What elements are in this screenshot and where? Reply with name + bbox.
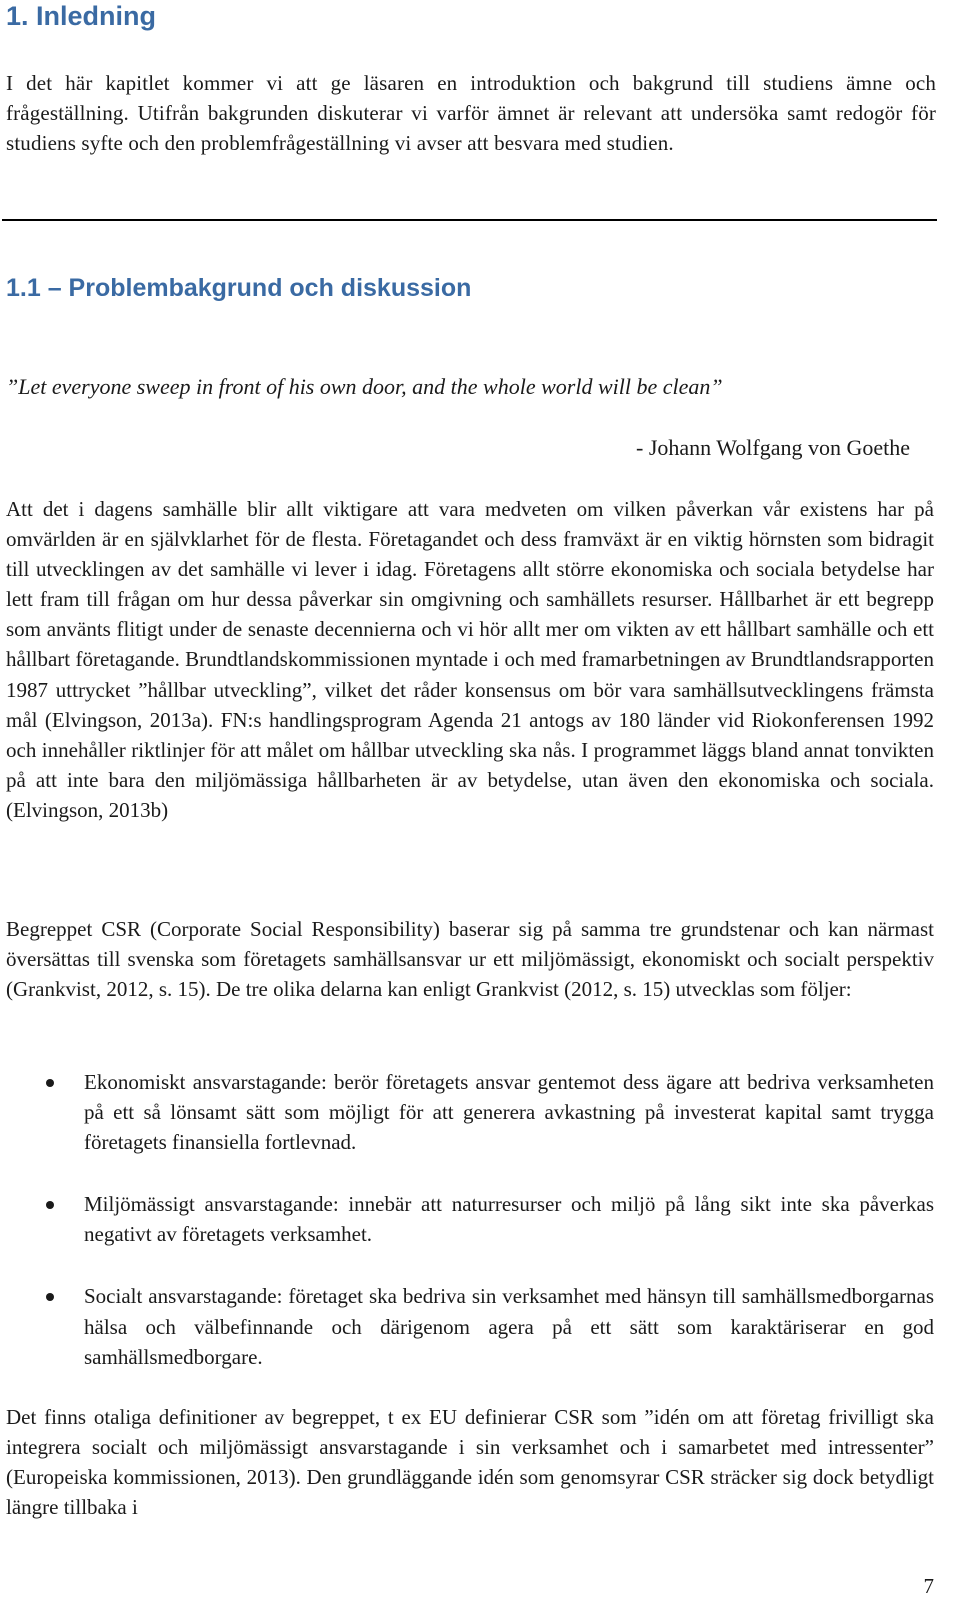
bullet-icon [46,1293,54,1301]
list-item-text: Socialt ansvarstagande: företaget ska bedriva sin verksamhet med hänsyn till samhällsmedborgarnas hälsa och välbefinnande och därigenom agera på ett sätt som karaktäriserar en god samhällsmedborgare. [84,1284,934,1369]
list-item [6,1067,934,1157]
bullet-icon [46,1201,54,1209]
horizontal-divider [2,219,937,221]
chapter-intro-paragraph: I det här kapitlet kommer vi att ge läsaren en introduktion och bakgrund till studiens ämne och frågeställning. Utifrån bakgrunden diskuterar vi varför ämnet är relevant att undersöka samt redogör för studiens syfte och den problemfrågeställning vi avser att besvara med studien. [6,71,936,155]
epigraph-quote: ”Let everyone sweep in front of his own door, and the whole world will be clean” [6,374,723,399]
list-item-text: Miljömässigt ansvarstagande: innebär att naturresurser och miljö på lång sikt inte ska påverkas negativt av företagets verksamhet. [84,1192,934,1247]
quote-attribution: - Johann Wolfgang von Goethe [636,435,910,460]
body-paragraph-2: Begreppet CSR (Corporate Social Responsibility) baserar sig på samma tre grundstenar och kan närmast översättas till svenska som företagets samhällsansvar ur ett miljömässigt, ekonomiskt och socialt perspektiv (Grankvist, 2012, s. 15). De tre olika delarna kan enligt Grankvist (2012, s. 15) utvecklas som följer: [6,917,934,1002]
chapter-heading: 1. Inledning [6,1,157,31]
bullet-icon [46,1079,54,1087]
section-heading: 1.1 – Problembakgrund och diskussion [6,274,472,302]
list-item-text: Ekonomiskt ansvarstagande: berör företagets ansvar gentemot dess ägare att bedriva verksamheten på ett så lönsamt sätt som möjligt för att generera avkastning på investerat kapital samt trygga företagets finansiella fortlevnad. [84,1070,934,1155]
body-paragraph-1: Att det i dagens samhälle blir allt viktigare att vara medveten om vilken påverkan vår existens har på omvärlden är en självklarhet för de flesta. Företagandet och dess framväxt är en viktig hörnsten som bidragit till utvecklingen av det samhälle vi lever i idag. Företagens allt större ekonomiska och sociala betydelse har lett fram till frågan om hur dessa påverkar sin omgivning och samhällets resurser. Hållbarhet är ett begrepp som använts flitigt under de senaste decennierna och vi hör allt mer om vikten av ett hållbart samhälle och ett hållbart företagande. Brundtlandskommissionen myntade i och med framarbetningen av Brundtlandsrapporten 1987 uttrycket ”hållbar utveckling”, vilket det råder konsensus om bör vara samhällsutvecklingens främsta mål (Elvingson, 2013a). FN:s handlingsprogram Agenda 21 antogs av 180 länder vid Riokonferensen 1992 och innehåller riktlinjer för att målet om hållbar utveckling ska nås. I programmet läggs bland annat tonvikten på att inte bara den miljömässiga hållbarheten är av betydelse, utan även den ekonomiska och sociala. (Elvingson, 2013b) [6,497,934,822]
body-paragraph-3: Det finns otaliga definitioner av begreppet, t ex EU definierar CSR som ”idén om att företag frivilligt ska integrera socialt och miljömässigt ansvarstagande i sin verksamhet och i samarbetet med intressenter” (Europeiska kommissionen, 2013). Den grundläggande idén som genomsyrar CSR sträcker sig dock betydligt längre tillbaka i [6,1405,934,1520]
csr-bullet-list [6,1067,934,1404]
list-item [6,1281,934,1371]
page-number: 7 [923,1574,934,1598]
list-item [6,1189,934,1249]
